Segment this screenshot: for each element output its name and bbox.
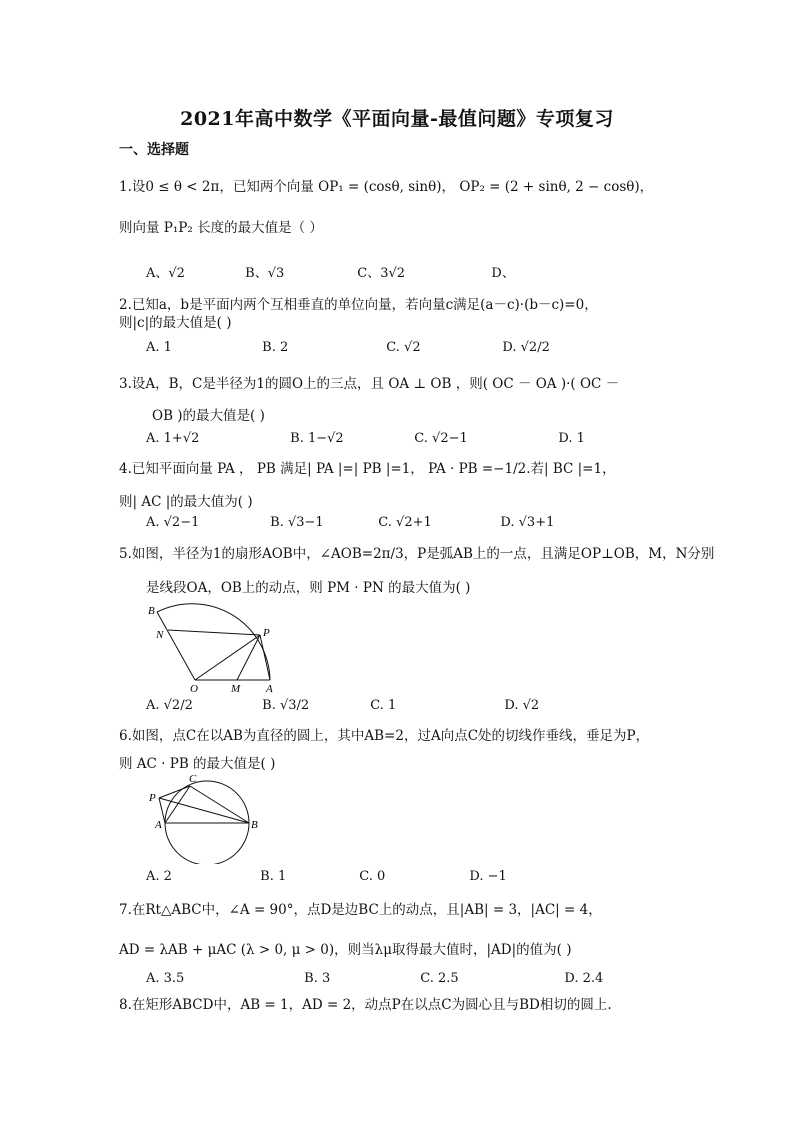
q2-option-b: B. 2: [262, 340, 289, 355]
q1-option-d: D、: [491, 266, 515, 281]
q6-segment-pb: [159, 798, 249, 823]
q6-label-a: A: [155, 819, 162, 831]
q3-stem-line1: 3.设A，B，C是半径为1的圆O上的三点，且 OA ⊥ OB ，则( OC － OA )·( OC －: [119, 376, 620, 392]
q3-options: [146, 431, 585, 446]
q1-option-a: A、√2: [146, 266, 185, 281]
q6-option-b: B. 1: [260, 869, 287, 884]
q5-label-p: P: [263, 627, 270, 639]
q7-options: [146, 971, 603, 986]
q7-option-b: B. 3: [304, 971, 331, 986]
q1-options: [146, 262, 515, 281]
q5-segment-pn: [168, 630, 260, 635]
q5-sector-figure: [140, 600, 290, 692]
q5-stem-line2: 是线段OA，OB上的动点，则 PM · PN 的最大值为( ): [146, 580, 471, 596]
q3-option-d: D. 1: [558, 431, 585, 446]
q7-stem-line2: AD = λAB + μAC (λ > 0, μ > 0)，则当λμ取得最大值时，|AD|的值为( ): [119, 942, 572, 958]
q5-segment-pa: [260, 635, 270, 680]
q6-segment-cb: [190, 786, 249, 823]
q1-stem-line2: 则向量 P₁P₂ 长度的最大值是（ ）: [119, 220, 323, 236]
q3-option-c: C. √2−1: [414, 431, 468, 446]
q5-option-b: B. √3/2: [262, 698, 310, 713]
q1-stem-line1: 1.设0 ≤ θ < 2π，已知两个向量 OP₁ = (cosθ, sinθ)， OP₂ = (2 + sinθ, 2 − cosθ)，: [119, 179, 654, 195]
q4-option-a: A. √2−1: [146, 515, 200, 530]
q6-stem-line2: 则 AC · PB 的最大值是( ): [119, 756, 276, 772]
q8-stem-line1: 8.在矩形ABCD中，AB = 1，AD = 2，动点P在以点C为圆心且与BD相切的圆上.: [119, 997, 612, 1013]
q7-option-c: C. 2.5: [420, 971, 459, 986]
q3-option-b: B. 1−√2: [290, 431, 344, 446]
q6-label-b: B: [251, 819, 258, 831]
q7-option-d: D. 2.4: [564, 971, 604, 986]
q5-option-a: A. √2/2: [146, 698, 193, 713]
q1-option-b: B、√3: [245, 266, 285, 281]
q2-stem-line2: 则|c|的最大值是( ): [119, 315, 232, 331]
q5-segment-pm: [237, 635, 260, 680]
q6-circle-figure: [145, 772, 270, 864]
q7-stem-line1: 7.在Rt△ABC中，∠A = 90°，点D是边BC上的动点，且|AB| = 3，|AC| = 4，: [119, 902, 602, 918]
q6-options: [146, 869, 507, 884]
q5-stem-line1: 5.如图，半径为1的扇形AOB中，∠AOB=2π/3，P是弧AB上的一点，且满足OP⊥OB，M，N分别: [119, 546, 715, 562]
section-heading: 一、选择题: [119, 142, 189, 158]
q4-stem-line2: 则| AC |的最大值为( ): [119, 494, 253, 510]
q3-stem-line2: OB )的最大值是( ): [152, 408, 265, 424]
q5-label-a: A: [266, 683, 273, 692]
q5-segment-ob: [157, 612, 195, 680]
q1-option-c: C、3√2: [357, 266, 406, 281]
q5-label-o: O: [190, 683, 198, 692]
q7-option-a: A. 3.5: [146, 971, 185, 986]
q2-options: [146, 340, 550, 355]
q6-label-p: P: [149, 792, 156, 804]
q5-label-b: B: [148, 605, 155, 617]
page-title: 2021年高中数学《平面向量-最值问题》专项复习: [180, 108, 614, 130]
q2-option-c: C. √2: [386, 340, 421, 355]
q4-stem-line1: 4.已知平面向量 PA ， PB 满足| PA |=| PB |=1， PA · PB =−1/2.若| BC |=1，: [119, 461, 616, 477]
q2-stem-line1: 2.已知a，b是平面内两个互相垂直的单位向量，若向量c满足(a－c)·(b－c)=0，: [119, 297, 598, 313]
q6-stem-line1: 6.如图，点C在以AB为直径的圆上，其中AB=2，过A向点C处的切线作垂线，垂足为P，: [119, 728, 650, 744]
q2-option-a: A. 1: [146, 340, 172, 355]
q3-option-a: A. 1+√2: [146, 431, 200, 446]
q6-option-c: C. 0: [359, 869, 386, 884]
q6-label-c: C: [189, 773, 197, 785]
q4-option-d: D. √3+1: [500, 515, 555, 530]
q4-options: [146, 515, 554, 530]
q5-option-c: C. 1: [370, 698, 397, 713]
q6-option-a: A. 2: [146, 869, 172, 884]
q6-option-d: D. −1: [469, 869, 507, 884]
q5-label-n: N: [156, 629, 164, 641]
q4-option-b: B. √3−1: [270, 515, 324, 530]
q5-label-m: M: [231, 683, 241, 692]
q4-option-c: C. √2+1: [378, 515, 432, 530]
q2-option-d: D. √2/2: [502, 340, 550, 355]
q5-options: [146, 698, 539, 713]
q5-option-d: D. √2: [504, 698, 540, 713]
q5-segment-op: [195, 635, 260, 680]
